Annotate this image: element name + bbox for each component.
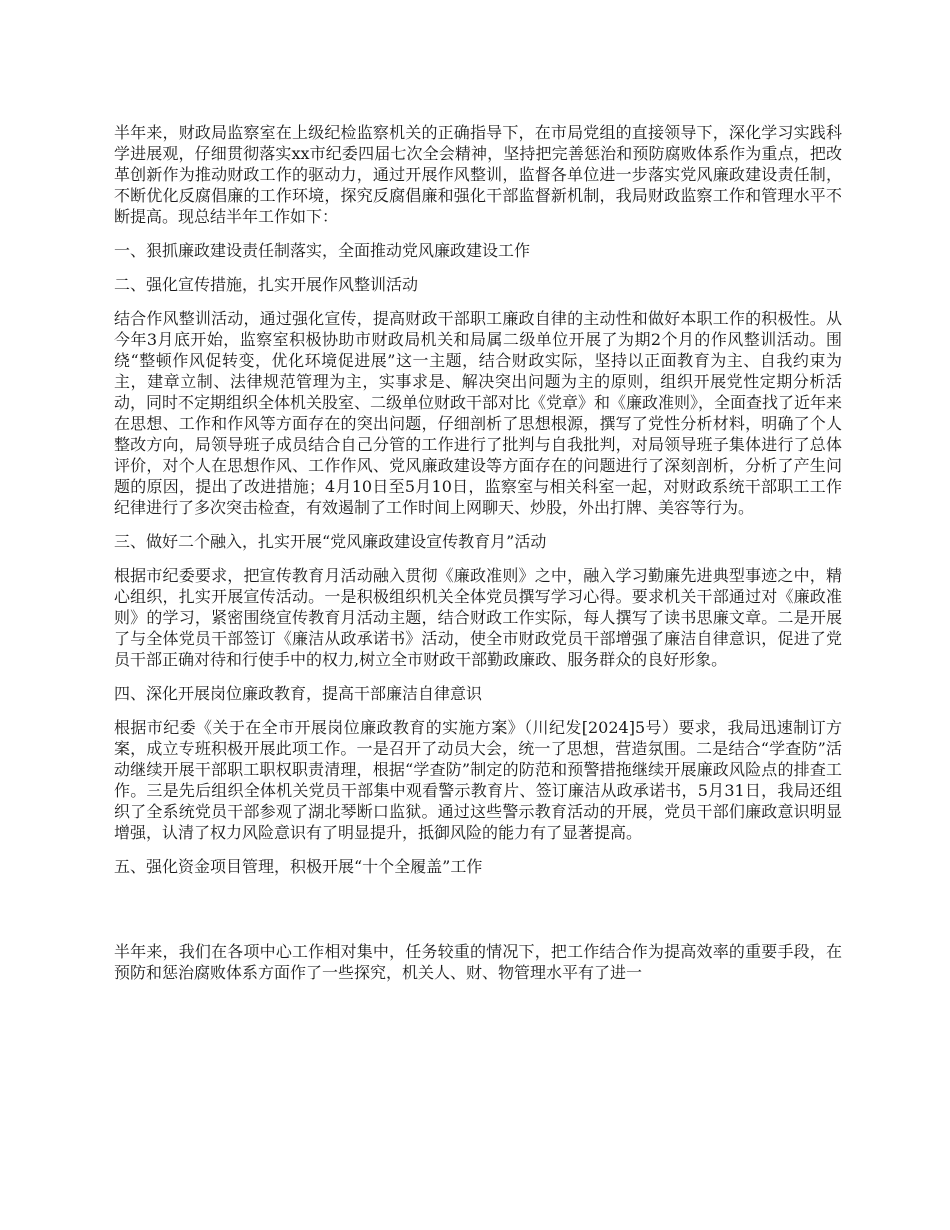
section-2-paragraph: 结合作风整训活动，通过强化宣传，提高财政干部职工廉政自律的主动性和做好本职工作的积极性。从今年3月底开始，监察室积极协助市财政局机关和局属二级单位开展了为期2个月的作风整训活动。围绕“整顿作风促转变，优化环境促进展”这一主题，结合财政实际，坚持以正面教育为主、自我约束为主，建章立制、法律规范管理为主，实事求是、解决突出问题为主的原则，组织开展党性定期分析活动，同时不定期组织全体机关股室、二级单位财政干部对比《党章》和《廉政准则》，全面查找了近年来在思想、工作和作风等方面存在的突出问题，仔细剖析了思想根源，撰写了党性分析材料，明确了个人整改方向，局领导班子成员结合自己分管的工作进行了批判与自我批判，对局领导班子集体进行了总体评价，对个人在思想作风、工作作风、党风廉政建设等方面存在的问题进行了深刻剖析，分析了产生问题的原因，提出了改进措施；4月10日至5月10日，监察室与相关科室一起，对财政系统干部职工工作纪律进行了多次突击检查，有效遏制了工作时间上网聊天、炒股，外出打牌、美容等行为。: [114, 309, 843, 517]
section-heading-5: 五、强化资金项目管理，积极开展“十个全履盖”工作: [114, 857, 483, 876]
section-heading-2: 二、强化宣传措施，扎实开展作风整训活动: [114, 275, 419, 294]
section-3-paragraph: 根据市纪委要求，把宣传教育月活动融入贯彻《廉政准则》之中，融入学习勤廉先进典型事迹之中，精心组织，扎实开展宣传活动。一是积极组织机关全体党员撰写学习心得。要求机关干部通过对《廉政准则》的学习，紧密围绕宣传教育月活动主题，结合财政工作实际，每人撰写了读书思廉文章。二是开展了与全体党员干部签订《廉洁从政承诺书》活动，使全市财政党员干部增强了廉洁自律意识，促进了党员干部正确对待和行使手中的权力,树立全市财政干部勤政廉政、服务群众的良好形象。: [114, 566, 842, 669]
section-4-paragraph: 根据市纪委《关于在全市开展岗位廉政教育的实施方案》（川纪发[2024]5号）要求，我局迅速制订方案，成立专班积极开展此项工作。一是召开了动员大会，统一了思想，营造氛围。二是结合“学查防”活动继续开展干部职工职权职责清理，根据“学查防”制定的防范和预警措拖继续开展廉政风险点的排查工作。三是先后组织全体机关党员干部集中观看警示教育片、签订廉洁从政承诺书，5月31日，我局还组织了全系统党员干部参观了湖北琴断口监狱。通过这些警示教育活动的开展，党员干部们廉政意识明显增强，认清了权力风险意识有了明显提升，抵御风险的能力有了显著提高。: [114, 718, 842, 842]
closing-paragraph: 半年来，我们在各项中心工作相对集中，任务较重的情况下，把工作结合作为提高效率的重要手段，在预防和惩治腐败体系方面作了一些探究，机关人、财、物管理水平有了进一: [114, 942, 842, 982]
section-heading-3: 三、做好二个融入，扎实开展“党风廉政建设宣传教育月”活动: [114, 532, 547, 551]
document-page: [114, 122, 842, 996]
blank-space: [114, 890, 842, 941]
intro-paragraph: 半年来，财政局监察室在上级纪检监察机关的正确指导下，在市局党组的直接领导下，深化学习实践科学进展观，仔细贯彻落实xx市纪委四届七次全会精神，坚持把完善惩治和预防腐败体系作为重点，把改革创新作为推动财政工作的驱动力，通过开展作风整训，监督各单位进一步落实党风廉政建设责任制，不断优化反腐倡廉的工作环境，探究反腐倡廉和强化干部监督新机制，我局财政监察工作和管理水平不断提高。现总结半年工作如下：: [114, 123, 842, 226]
section-heading-1: 一、狠抓廉政建设责任制落实，全面推动党风廉政建设工作: [114, 241, 531, 260]
section-heading-4: 四、深化开展岗位廉政教育，提高干部廉洁自律意识: [114, 684, 483, 703]
